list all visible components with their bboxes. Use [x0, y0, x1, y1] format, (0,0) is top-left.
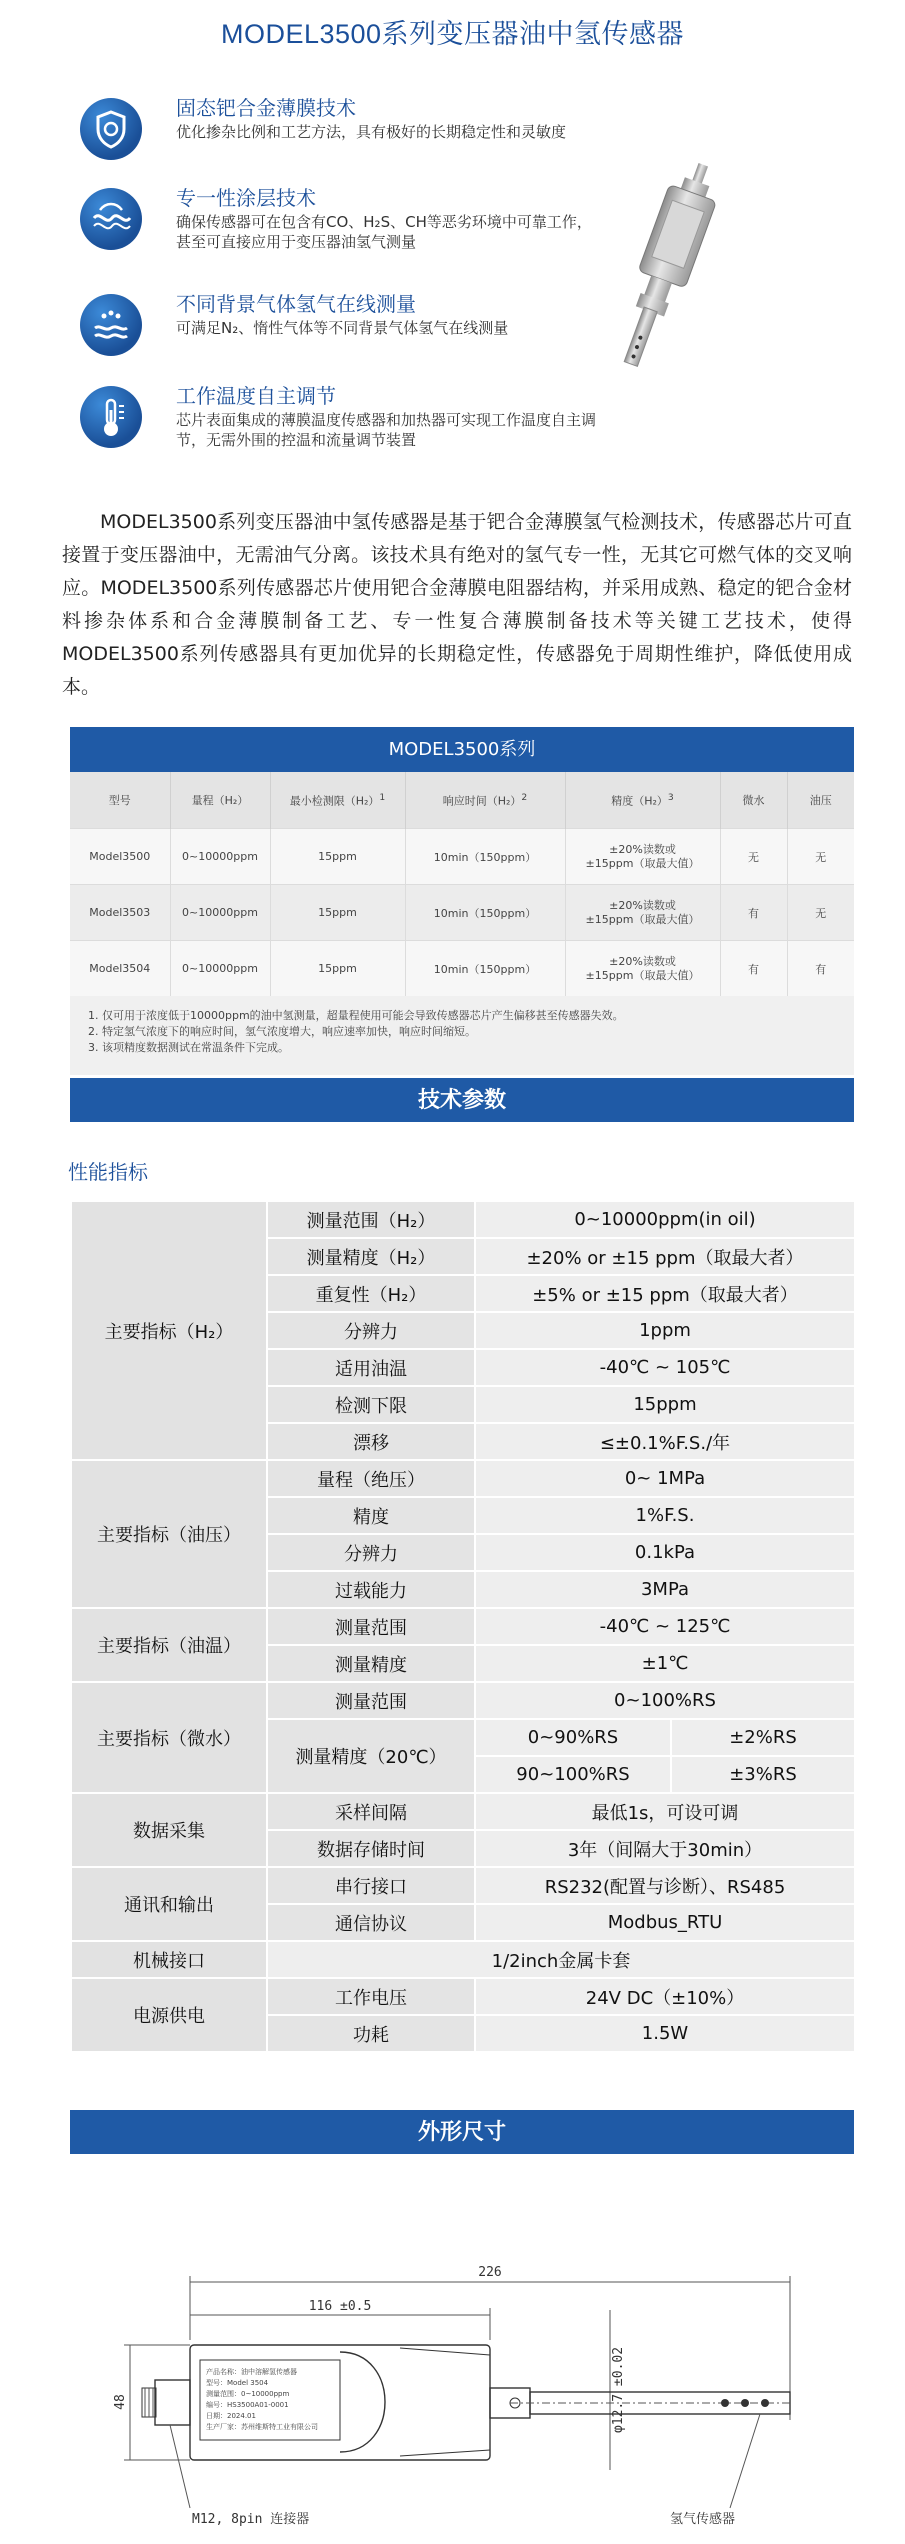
- dim-body-label: 116 ±0.5: [308, 2299, 372, 2314]
- param-name: 分辨力: [267, 1312, 475, 1349]
- intro-paragraph: MODEL3500系列变压器油中氢传感器是基于钯合金薄膜氢气检测技术，传感器芯片可直接置于变压器油中，无需油气分离。该技术具有绝对的氢气专一性，无其它可燃气体的交叉响应。MODEL3500系列传感器芯片使用钯合金薄膜电阻器结构，并采用成熟、稳定的钯合金材料掺杂体系和合金薄膜制备工艺、专一性复合薄膜制备技术等关键工艺技术，使得MODEL3500系列传感器具有更加优异的长期稳定性，传感器免于周期性维护，降低使用成本。: [62, 511, 852, 698]
- water-cell: 无: [720, 829, 787, 885]
- table-row: [71, 1201, 855, 1238]
- param-name: 分辨力: [267, 1534, 475, 1571]
- feature-title: 不同背景气体氢气在线测量: [176, 294, 416, 316]
- table-row: [71, 1941, 855, 1978]
- param-name: 通信协议: [267, 1904, 475, 1941]
- param-value: Modbus_RTU: [475, 1904, 855, 1941]
- header-cell: 最小检测限$(H_2)^1$: [270, 772, 405, 829]
- accuracy-cell: ±20%读数或 ±15ppm（取最大值）: [565, 885, 720, 941]
- param-value: 1/2inch金属卡套: [267, 1941, 855, 1978]
- accuracy-cell: ±20%读数或 ±15ppm（取最大值）: [565, 829, 720, 885]
- param-name: 漂移: [267, 1423, 475, 1460]
- min-cell: 15ppm: [270, 829, 405, 885]
- table-row: [71, 1793, 855, 1830]
- pressure-cell: 无: [787, 829, 854, 885]
- table-row: [71, 1682, 855, 1719]
- plate-line: 日期：2024.01: [206, 2412, 256, 2420]
- param-name: 测量精度（20℃）: [267, 1719, 475, 1793]
- note: 3. 该项精度数据测试在常温条件下完成。: [88, 1041, 289, 1054]
- dim-height-label: 48: [113, 2394, 128, 2410]
- param-value: 最低1s，可设可调: [475, 1793, 855, 1830]
- group-micro-water: 主要指标（微水）: [71, 1682, 267, 1793]
- param-name: 重复性（H₂）: [267, 1275, 475, 1312]
- param-name: 检测下限: [267, 1386, 475, 1423]
- param-value: ≤±0.1%F.S./年: [475, 1423, 855, 1460]
- connector-label: M12, 8pin 连接器: [192, 2512, 310, 2527]
- param-value: 3年（间隔大于30min）: [475, 1830, 855, 1867]
- plate-line: 产品名称：油中溶解氢传感器: [206, 2368, 297, 2376]
- range-cell: 0~10000ppm: [170, 885, 270, 941]
- feature-temperature: [80, 380, 640, 460]
- table-row: [70, 885, 854, 941]
- plate-line: 型号：Model 3504: [206, 2379, 269, 2387]
- feature-title: 专一性涂层技术: [176, 188, 316, 210]
- param-name: 测量范围: [267, 1682, 475, 1719]
- header-cell: 精度$(H_2)^3$: [565, 772, 720, 829]
- feature-palladium-film: [80, 92, 640, 172]
- dimension-drawing: [70, 2190, 854, 2540]
- feature-desc: 确保传感器可在包含有CO、H₂S、CH等恶劣环境中可靠工作，甚至可直接应用于变压器油氢气测量: [176, 213, 592, 251]
- water-cell: 有: [720, 941, 787, 997]
- group-oil-pressure: 主要指标（油压）: [71, 1460, 267, 1608]
- response-cell: 10min（150ppm）: [405, 941, 565, 997]
- table-row: [71, 1978, 855, 2015]
- header-cell: 油压: [787, 772, 854, 829]
- param-name: 精度: [267, 1497, 475, 1534]
- thermometer-icon: [80, 386, 142, 448]
- range-cell: 0~10000ppm: [170, 941, 270, 997]
- tech-params-band: 技术参数: [70, 1078, 854, 1122]
- feature-coating: [80, 182, 640, 262]
- sensor-product-image: [590, 150, 740, 390]
- param-value: 1ppm: [475, 1312, 855, 1349]
- group-oil-temperature: 主要指标（油温）: [71, 1608, 267, 1682]
- param-value: 0~10000ppm(in oil): [475, 1201, 855, 1238]
- model-cell: Model3504: [70, 941, 170, 997]
- param-value: 1%F.S.: [475, 1497, 855, 1534]
- model-cell: Model3500: [70, 829, 170, 885]
- param-value: 24V DC（±10%）: [475, 1978, 855, 2015]
- param-value: 15ppm: [475, 1386, 855, 1423]
- param-value: 0~100%RS: [475, 1682, 855, 1719]
- param-name: 数据存储时间: [267, 1830, 475, 1867]
- dim-total-label: 226: [478, 2265, 502, 2280]
- feature-desc: 优化掺杂比例和工艺方法，具有极好的长期稳定性和灵敏度: [176, 123, 567, 141]
- table-row: [70, 941, 854, 997]
- param-name: 串行接口: [267, 1867, 475, 1904]
- model-table-header-row: [70, 772, 854, 829]
- spec-table: [70, 1200, 856, 2053]
- model-table: [70, 727, 854, 1075]
- table-row: [71, 1608, 855, 1645]
- plate-line: 编号：HS3500A01-0001: [206, 2401, 289, 2409]
- performance-title: 性能指标: [68, 1160, 148, 1184]
- shield-icon: [80, 98, 142, 160]
- page-title: MODEL3500系列变压器油中氢传感器: [220, 19, 685, 49]
- param-value: ±5% or ±15 ppm（取最大者）: [475, 1275, 855, 1312]
- param-value: 3MPa: [475, 1571, 855, 1608]
- plate-line: 测量范围：0~10000ppm: [206, 2390, 290, 2398]
- accuracy-cell: ±20%读数或 ±15ppm（取最大值）: [565, 941, 720, 997]
- response-cell: 10min（150ppm）: [405, 885, 565, 941]
- param-name: 量程（绝压）: [267, 1460, 475, 1497]
- model-table-notes: [70, 996, 854, 1068]
- min-cell: 15ppm: [270, 941, 405, 997]
- pressure-cell: 无: [787, 885, 854, 941]
- param-value: 1.5W: [475, 2015, 855, 2052]
- range-cell: 0~10000ppm: [170, 829, 270, 885]
- param-name: 测量范围（H₂）: [267, 1201, 475, 1238]
- note: 2. 特定氢气浓度下的响应时间，氢气浓度增大，响应速率加快，响应时间缩短。: [88, 1025, 476, 1038]
- param-value: RS232(配置与诊断）、RS485: [475, 1867, 855, 1904]
- param-name: 测量精度（H₂）: [267, 1238, 475, 1275]
- group-communication: 通讯和输出: [71, 1867, 267, 1941]
- header-cell: 量程（H₂）: [170, 772, 270, 829]
- feature-background-gas: [80, 288, 640, 368]
- sensor-label: 氢气传感器: [670, 2512, 736, 2527]
- param-value: ±20% or ±15 ppm（取最大者）: [475, 1238, 855, 1275]
- param-value: 90~100%RS: [475, 1756, 671, 1793]
- group-data-acquisition: 数据采集: [71, 1793, 267, 1867]
- connector-outline: [155, 2380, 190, 2425]
- gas-wave-icon: [80, 294, 142, 356]
- param-value: 0~90%RS: [475, 1719, 671, 1756]
- feature-title: 工作温度自主调节: [176, 386, 336, 408]
- table-row: [71, 1867, 855, 1904]
- response-cell: 10min（150ppm）: [405, 829, 565, 885]
- param-value: 0.1kPa: [475, 1534, 855, 1571]
- group-h2: 主要指标（H₂）: [71, 1201, 267, 1460]
- param-name: 测量精度: [267, 1645, 475, 1682]
- feature-title: 固态钯合金薄膜技术: [176, 98, 356, 120]
- group-power: 电源供电: [71, 1978, 267, 2052]
- param-value: ±2%RS: [671, 1719, 855, 1756]
- param-value: -40℃ ~ 105℃: [475, 1349, 855, 1386]
- dimensions-band: 外形尺寸: [70, 2110, 854, 2154]
- water-cell: 有: [720, 885, 787, 941]
- param-name: 测量范围: [267, 1608, 475, 1645]
- plate-line: 生产厂家：苏州维斯特工业有限公司: [206, 2423, 318, 2431]
- param-name: 采样间隔: [267, 1793, 475, 1830]
- dim-dia-label: φ12.7 ±0.02: [611, 2346, 626, 2434]
- param-value: ±3%RS: [671, 1756, 855, 1793]
- model-cell: Model3503: [70, 885, 170, 941]
- param-name: 工作电压: [267, 1978, 475, 2015]
- param-name: 功耗: [267, 2015, 475, 2052]
- model-table-title: MODEL3500系列: [70, 727, 854, 772]
- model-table-grid: [70, 772, 854, 996]
- param-name: 过载能力: [267, 1571, 475, 1608]
- param-value: 0~ 1MPa: [475, 1460, 855, 1497]
- feature-desc: 可满足N₂、惰性气体等不同背景气体氢气在线测量: [176, 319, 509, 337]
- note: 1. 仅可用于浓度低于10000ppm的油中氢测量，超量程使用可能会导致传感器芯片产生偏移甚至传感器失效。: [88, 1009, 624, 1022]
- param-value: -40℃ ~ 125℃: [475, 1608, 855, 1645]
- header-cell: 响应时间$(H_2)^2$: [405, 772, 565, 829]
- group-mechanical: 机械接口: [71, 1941, 267, 1978]
- coating-icon: [80, 188, 142, 250]
- feature-desc: 芯片表面集成的薄膜温度传感器和加热器可实现工作温度自主调节，无需外围的控温和流量调节装置: [176, 411, 597, 449]
- pressure-cell: 有: [787, 941, 854, 997]
- table-row: [71, 1460, 855, 1497]
- min-cell: 15ppm: [270, 885, 405, 941]
- header-cell: 型号: [70, 772, 170, 829]
- param-name: 适用油温: [267, 1349, 475, 1386]
- header-cell: 微水: [720, 772, 787, 829]
- table-row: [70, 829, 854, 885]
- param-value: ±1℃: [475, 1645, 855, 1682]
